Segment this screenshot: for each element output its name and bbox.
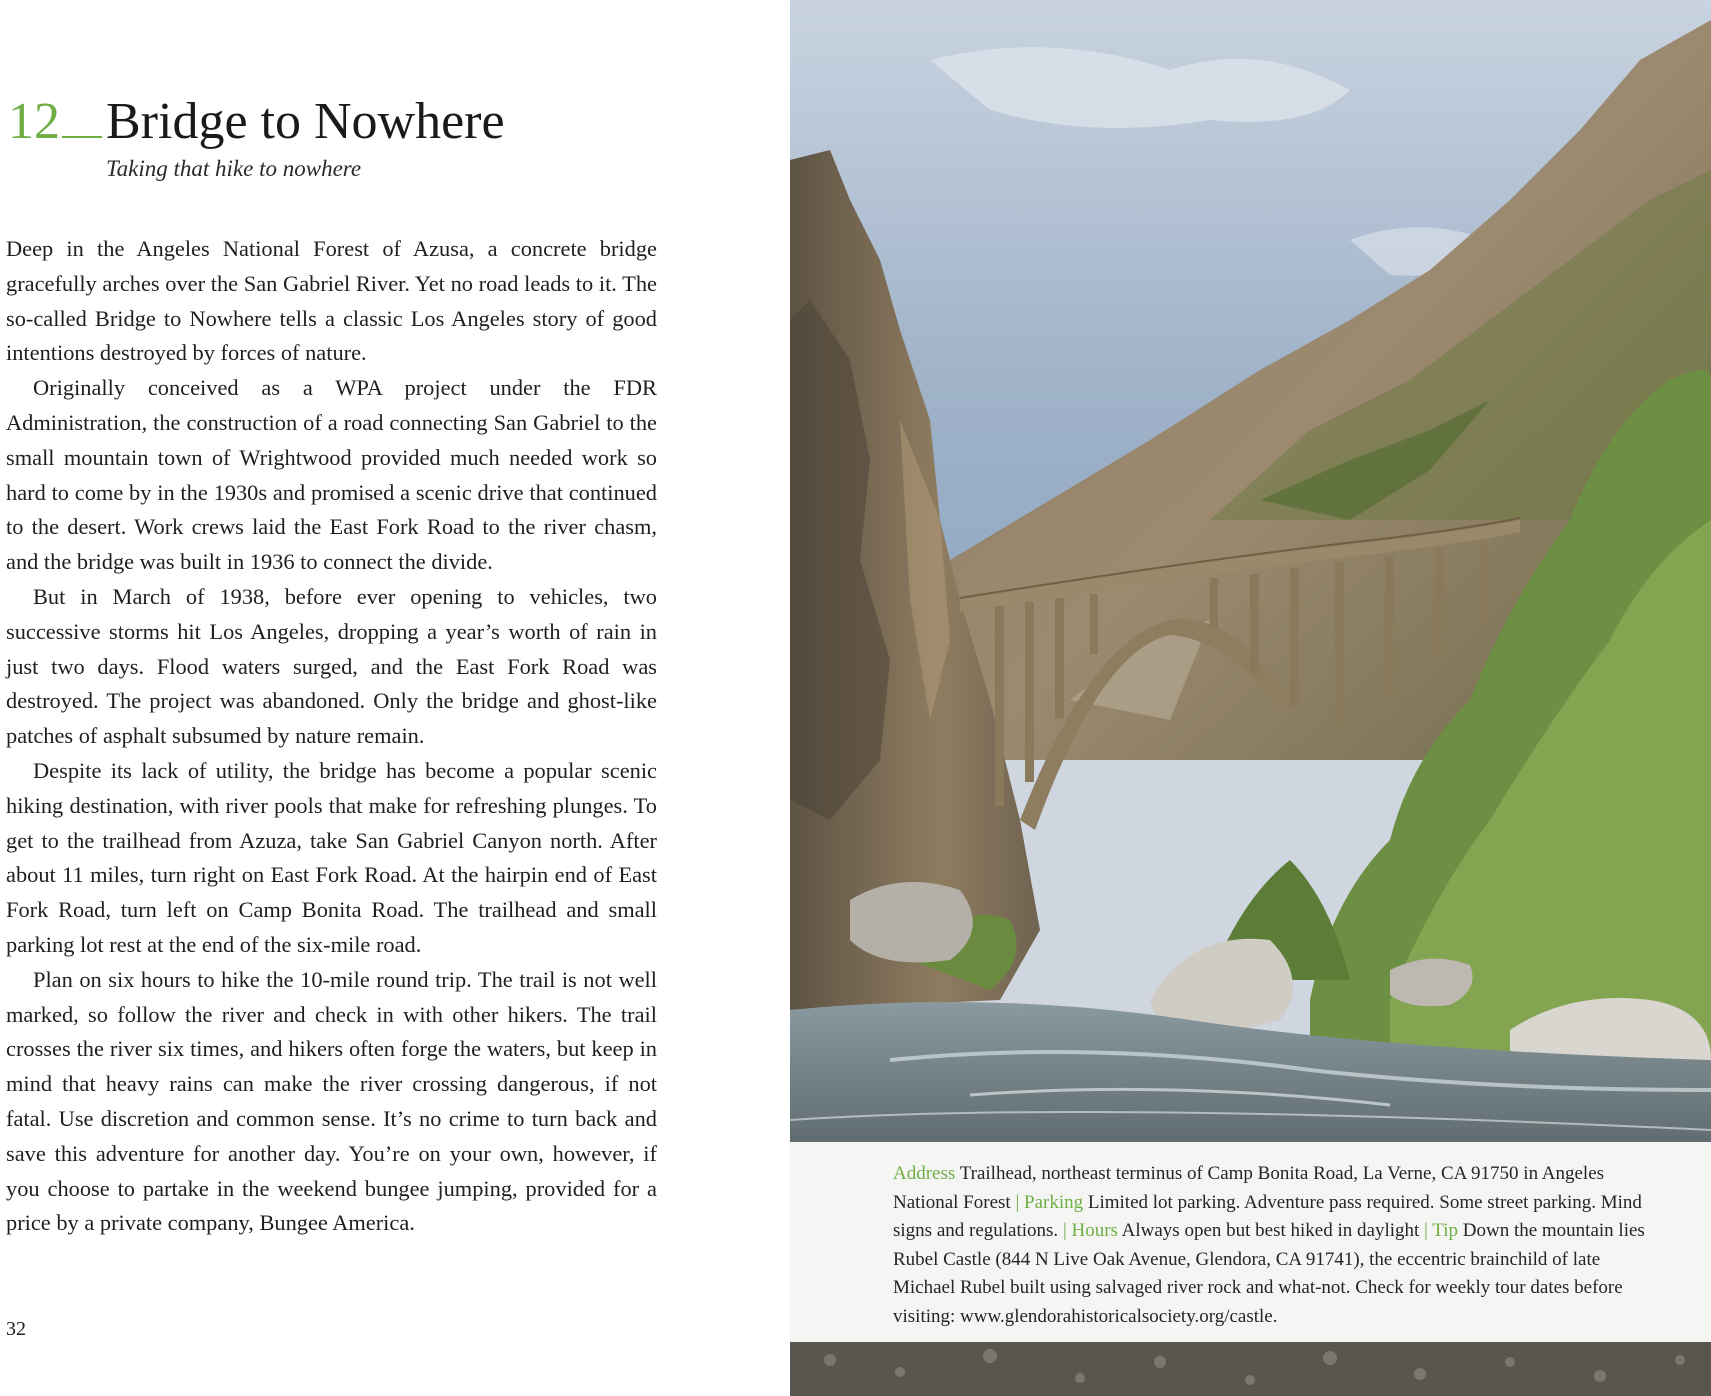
- hours-text: Always open but best hiked in daylight: [1121, 1220, 1420, 1241]
- boulder: [850, 882, 973, 963]
- entry-subtitle: Taking that hike to nowhere: [106, 156, 362, 181]
- page-number: 32: [6, 1318, 26, 1340]
- body-paragraph: Deep in the Angeles National Forest of Azusa, a concrete bridge gracefully arches over the San Gabriel River. Yet no road leads to it. The so-called Bridge to Nowhere tells a classic Los Angeles story of good intentions destroyed by forces of nature.: [6, 236, 657, 366]
- entry-header: [8, 92, 505, 152]
- tip-text: Down the mountain lies Rubel Castle (844 N Live Oak Avenue, Glendora, CA 91741), the eccentric brainchild of late Michael Rubel built using salvaged river rock and what-not. Check for weekly tour dates before visiting: www.glendorahistoricalsociety.org/castle.: [893, 1220, 1645, 1327]
- body-paragraph: Originally conceived as a WPA project under the FDR Administration, the construction of a road connecting San Gabriel to the small mountain town of Wrightwood provided much needed work so hard to come by in the 1930s and promised a scenic drive that continued to the desert. Work crews laid the East Fork Road to the river chasm, and the bridge was built in 1936 to connect the divide.: [6, 375, 657, 575]
- parking-label: Parking: [1024, 1191, 1084, 1213]
- separator: |: [1015, 1191, 1020, 1213]
- body-paragraph: Despite its lack of utility, the bridge has become a popular scenic hiking destination, with river pools that make for refreshing plunges. To get to the trailhead from Azuza, take San Gabriel Canyon north. After about 11 miles, turn right on East Fork Road. At the hairpin end of East Fork Road, turn left on Camp Bonita Road. The trailhead and small parking lot rest at the end of the six-mile road.: [6, 757, 657, 957]
- right-page: [790, 0, 1711, 1396]
- gravel: [790, 1340, 1711, 1396]
- address-text: Trailhead, northeast terminus of Camp Bonita Road, La Verne, CA 91750 in Angeles National Forest: [893, 1163, 1605, 1213]
- info-text: [893, 1160, 1653, 1331]
- body-text: [6, 232, 657, 1241]
- separator: |: [1062, 1220, 1067, 1241]
- entry-title: Bridge to Nowhere: [106, 93, 505, 150]
- left-page: [0, 0, 790, 1396]
- tip-label: Tip: [1432, 1220, 1458, 1241]
- entry-number: 12: [8, 93, 60, 150]
- body-paragraph: But in March of 1938, before ever opening to vehicles, two successive storms hit Los Angeles, dropping a year’s worth of rain in just two days. Flood waters surged, and the East Fork Road was destroyed. The project was abandoned. Only the bridge and ghost-like patches of asphalt subsumed by nature remain.: [6, 583, 657, 749]
- hours-label: Hours: [1071, 1220, 1118, 1241]
- parking-text: Limited lot parking. Adventure pass required. Some street parking. Mind signs and regulations.: [893, 1191, 1642, 1241]
- address-label: Address: [893, 1163, 956, 1184]
- separator: |: [1424, 1220, 1428, 1241]
- info-box: [790, 1142, 1711, 1342]
- body-paragraph: Plan on six hours to hike the 10-mile round trip. The trail is not well marked, so follow the river and check in with other hikers. The trail crosses the river six times, and hikers often forge the waters, but keep in mind that heavy rains can make the river crossing dangerous, if not fatal. Use discretion and common sense. It’s no crime to turn back and save this adventure for another day. You’re on your own, however, if you choose to partake in the weekend bungee jumping, provided for a price by a private company, Bungee America.: [6, 966, 657, 1236]
- number-rule: [62, 136, 102, 138]
